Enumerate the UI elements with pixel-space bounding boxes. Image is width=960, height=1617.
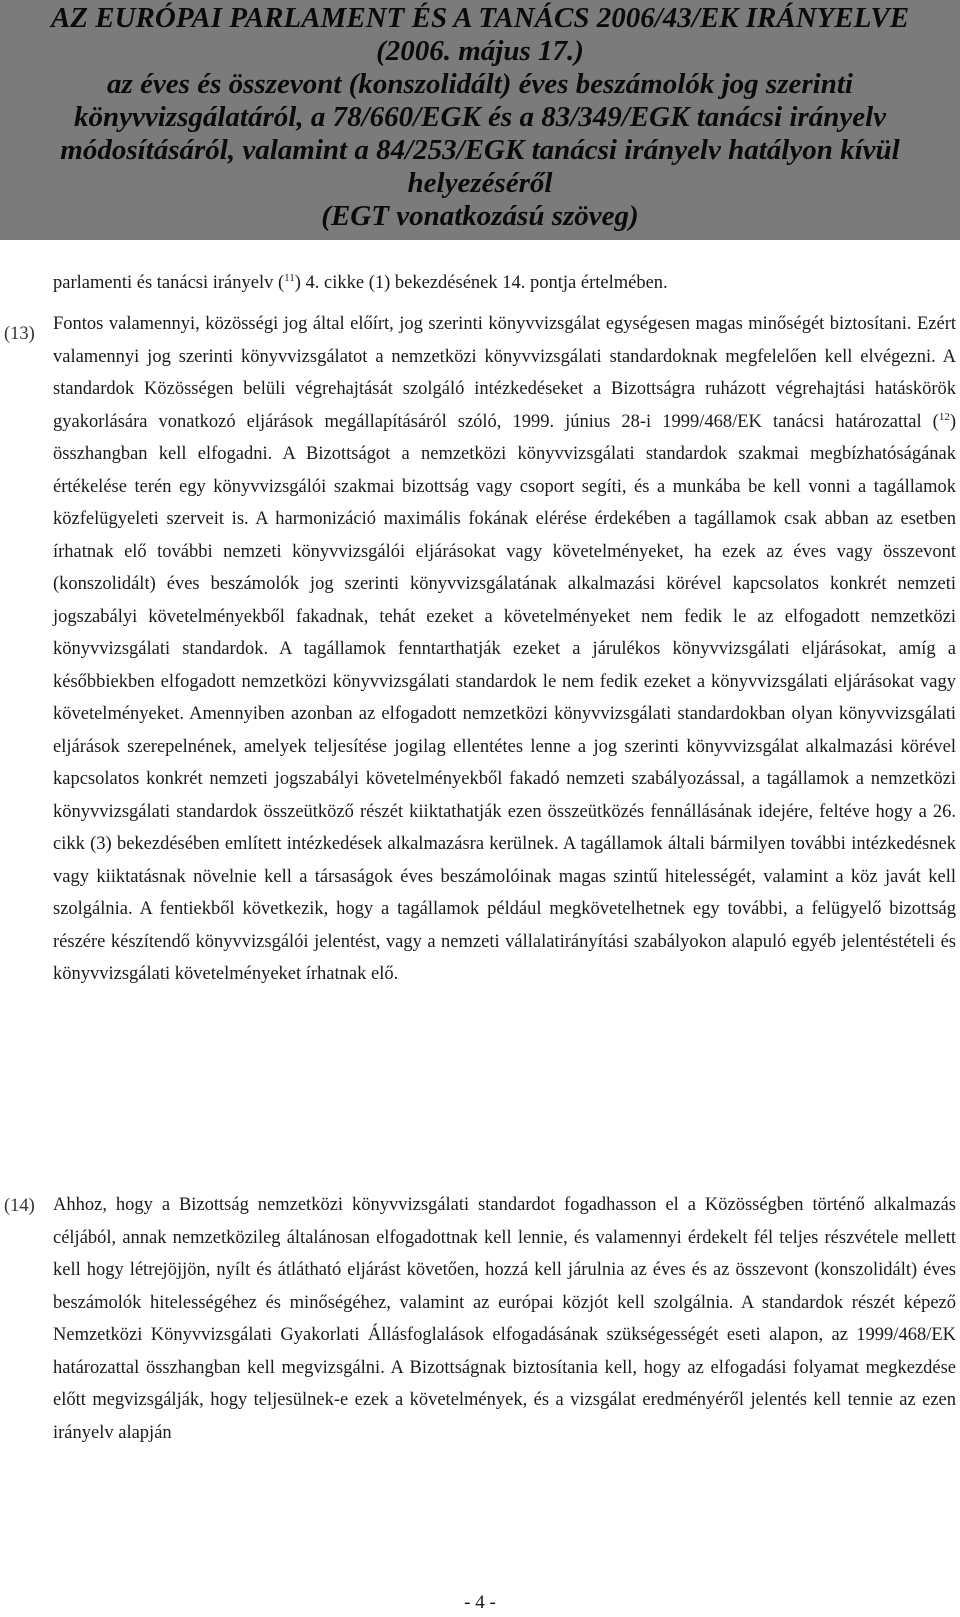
paragraph-14 xyxy=(53,1189,956,1449)
paragraph-13-text-1: Fontos valamennyi, közösségi jog által előírt, jog szerinti könyvvizsgálat egységesen magas minőségét biztosítani. Ezért valamennyi jog szerinti könyvvizsgálatot a nemzetközi könyvvizsgálati standardoknak megfelelően kell elvégezni. A standardok Közösségen belüli végrehajtását szolgáló intézkedéseket a Bizottságra ruházott végrehajtási hatáskörök gyakorlására vonatkozó eljárások megállapításáról szóló, 1999. június 28-i 1999/468/EK tanácsi határozattal ( xyxy=(53,314,956,432)
document-title-banner xyxy=(0,0,960,240)
paragraph-14-text: Ahhoz, hogy a Bizottság nemzetközi könyvvizsgálati standardot fogadhasson el a Közösségben történő alkalmazás céljából, annak nemzetközileg általánosan elfogadottnak kell lennie, és valamennyi érdekelt fél teljes részvétele mellett kell hogy létrejöjjön, nyílt és átlátható eljárást követően, hozzá kell járulnia az éves és az összevont (konszolidált) éves beszámolók hitelességéhez és minőségéhez, valamint az európai közjót kell szolgálnia. A standardok részét képező Nemzetközi Könyvvizsgálati Gyakorlati Állásfoglalások elfogadásának szükségességét eseti alapon, az 1999/468/EK határozattal összhangban kell megvizsgálni. A Bizottságnak biztosítania kell, hogy az elfogadási folyamat megkezdése előtt megvizsgálják, hogy teljesülnek-e ezek a követelmények, és a vizsgálat eredményéről jelentés kell tennie az ezen irányelv alapján xyxy=(53,1195,956,1443)
paragraph-13-text-2: ) összhangban kell elfogadni. A Bizottságot a nemzetközi könyvvizsgálati standardok szakmai megbízhatóságának értékelése terén egy könyvvizsgálói szakmai bizottság vagy csoport segíti, és a munkába be kell vonni a tagállamok közfelügyeleti szerveit is. A harmonizáció maximális fokának elérése érdekében a tagállamok csak abban az esetben írhatnak elő további nemzeti könyvvizsgálói eljárásokat vagy követelményeket, ha ezek az éves vagy összevont (konszolidált) éves beszámolók jog szerinti könyvvizsgálatának alkalmazási körével kapcsolatos konkrét nemzeti jogszabályi követelményekből fakadnak, tehát ezeket a követelményeket nem fedik le az elfogadott nemzetközi könyvvizsgálati standardok. A tagállamok fenntarthatják ezeket a járulékos könyvvizsgálati eljárásokat, amíg a későbbiekben elfogadott nemzetközi könyvvizsgálati standardok le nem fedik ezeket a könyvvizsgálati eljárásokat vagy követelményeket. Amennyiben azonban az elfogadott nemzetközi könyvvizsgálati standardokban olyan könyvvizsgálati eljárások szerepelnének, amelyek teljesítése jogilag ellentétes lenne a jog szerinti könyvvizsgálat alkalmazási körével kapcsolatos konkrét nemzeti jogszabályi követelményekből fakadó nemzeti szabályozással, a tagállamok a nemzetközi könyvvizsgálati standardok összeütköző részét kiiktathatják ezen összeütközés fennállásának idejére, feltéve hogy a 26. cikk (3) bekezdésében említett intézkedések alkalmazásra kerülnek. A tagállamok általi bármilyen további intézkedésnek vagy kiiktatásnak növelnie kell a társaságok éves beszámolóinak magas szintű hitelességét, valamint a köz javát kell szolgálnia. A fentiekből következik, hogy a tagállamok például megkövetelhetnek egy további, a felügyelő bizottság részére készítendő könyvvizsgálói jelentést, vagy a nemzeti vállalatirányítási szabályokon alapuló egyéb jelentéstételi és könyvvizsgálati követelményeket írhatnak elő. xyxy=(53,411,956,984)
footnote-ref-11: 11 xyxy=(284,271,295,284)
continuation-text-after: ) 4. cikke (1) bekezdésének 14. pontja értelmében. xyxy=(294,273,668,293)
title-line-3: az éves és összevont (konszolidált) éves beszámolók jog szerinti xyxy=(107,68,853,100)
title-line-5: módosításáról, valamint a 84/253/EGK tanácsi irányelv hatályon kívül xyxy=(60,134,900,166)
title-line-7: (EGT vonatkozású szöveg) xyxy=(321,200,639,232)
continuation-text-before: parlamenti és tanácsi irányelv ( xyxy=(53,273,285,293)
paragraph-14-number: (14) xyxy=(4,1196,35,1216)
title-line-2: (2006. május 17.) xyxy=(376,35,584,67)
paragraph-13-number: (13) xyxy=(4,324,35,344)
continuation-line xyxy=(53,273,668,294)
paragraph-13 xyxy=(53,308,956,991)
title-line-1: AZ EURÓPAI PARLAMENT ÉS A TANÁCS 2006/43/EK IRÁNYELVE xyxy=(50,2,910,34)
title-line-4: könyvvizsgálatáról, a 78/660/EGK és a 83/349/EGK tanácsi irányelv xyxy=(73,101,886,133)
page-number: - 4 - xyxy=(464,1592,496,1613)
title-line-6: helyezéséről xyxy=(407,167,553,199)
footnote-ref-12: 12 xyxy=(938,410,950,423)
